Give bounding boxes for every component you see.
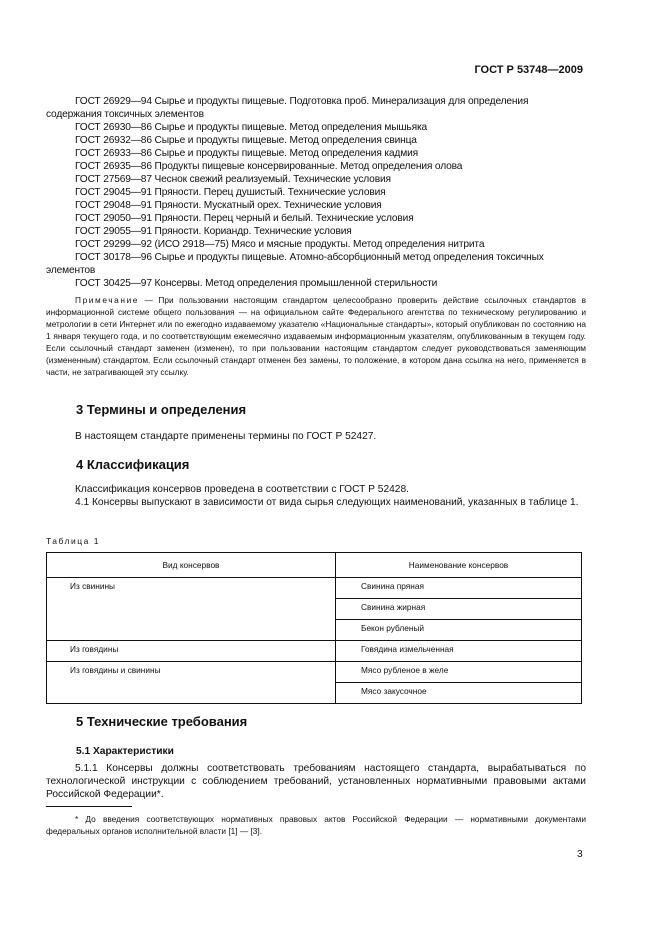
note-paragraph (46, 294, 586, 378)
reference-item: ГОСТ 29299—92 (ИСО 2918—75) Мясо и мясные продукты. Метод определения нитрита (75, 239, 485, 250)
canned-name-cell: Свинина жирная (336, 599, 582, 620)
canned-name-cell: Мясо закусочное (336, 683, 582, 704)
canned-name-cell: Мясо рубленое в желе (336, 662, 582, 683)
reference-item: ГОСТ 26935—86 Продукты пищевые консервированные. Метод определения олова (75, 161, 463, 172)
note-text: — При пользовании настоящим стандартом целесообразно проверить действие ссылочных стандартов в информационной системе общего пользования — на официальном сайте Федерального агентства по техническому регулированию и метрологии в сети Интернет или по ежегодно издаваемому указателю «Национальные стандарты», который опубликован по состоянию на 1 января текущего года, и по соответствующим ежемесячно издаваемым информационным указателям, опубликованным в текущем году. Если ссылочный стандарт заменен (изменен), то при пользовании настоящим стандартом следует руководствоваться заменяющим (измененным) стандартом. Если ссылочный стандарт отменен без замены, то положение, в котором дана ссылка на него, применяется в части, не затрагивающей эту ссылку. (46, 295, 586, 377)
reference-item: ГОСТ 29050—91 Пряности. Перец черный и белый. Технические условия (75, 213, 414, 224)
table-header-row (47, 553, 582, 578)
reference-item: ГОСТ 27569—87 Чеснок свежий реализуемый. Технические условия (75, 174, 391, 185)
reference-item: ГОСТ 30178—96 Сырье и продукты пищевые. Атомно-абсорбционный метод определения токсичных элементов (46, 252, 544, 276)
page-number: 3 (577, 849, 583, 860)
table-row (47, 662, 582, 683)
table-row (47, 641, 582, 662)
section-4-paragraph: Классификация консервов проведена в соответствии с ГОСТ Р 52428. (75, 484, 409, 495)
section-5-1-1-paragraph: 5.1.1 Консервы должны соответствовать требованиям настоящего стандарта, вырабатываться по технологической инструкции с соблюдением требований, установленных нормативными правовыми актами Российской Федерации*. (46, 763, 586, 800)
note-label: Примечание (75, 295, 140, 305)
reference-item: ГОСТ 26933—86 Сырье и продукты пищевые. Метод определения кадмия (75, 148, 418, 159)
footnote: * До введения соответствующих нормативных правовых актов Российской Федерации — нормативными документами федеральных органов исполнительной власти [1] — [3]. (46, 814, 586, 836)
table-header-cell: Наименование консервов (336, 553, 582, 578)
table-row (47, 578, 582, 599)
section-3-text: В настоящем стандарте применены термины по ГОСТ Р 52427. (75, 431, 377, 442)
canned-goods-table (46, 552, 582, 704)
section-5-heading: 5 Технические требования (76, 714, 248, 729)
table-caption: Таблица 1 (46, 536, 100, 546)
subsection-5-1-heading: 5.1 Характеристики (76, 746, 174, 757)
canned-type-cell: Из говядины и свинины (47, 662, 336, 704)
reference-item: ГОСТ 30425—97 Консервы. Метод определения промышленной стерильности (75, 278, 438, 289)
section-4-heading: 4 Классификация (76, 457, 190, 472)
reference-item: ГОСТ 29055—91 Пряности. Кориандр. Технические условия (75, 226, 352, 237)
document-code-header: ГОСТ Р 53748—2009 (474, 64, 583, 76)
section-3-heading: 3 Термины и определения (76, 402, 247, 417)
table-header-cell: Вид консервов (47, 553, 336, 578)
reference-item: ГОСТ 26930—86 Сырье и продукты пищевые. Метод определения мышьяка (75, 122, 427, 133)
references-list (46, 95, 586, 290)
canned-name-cell: Бекон рубленый (336, 620, 582, 641)
reference-item: ГОСТ 26929—94 Сырье и продукты пищевые. Подготовка проб. Минерализация для определения содержания токсичных элементов (46, 96, 529, 120)
section-4-1-paragraph: 4.1 Консервы выпускают в зависимости от вида сырья следующих наименований, указанных в таблице 1. (75, 497, 579, 508)
footnote-divider (46, 806, 132, 807)
canned-name-cell: Свинина пряная (336, 578, 582, 599)
reference-item: ГОСТ 26932—86 Сырье и продукты пищевые. Метод определения свинца (75, 135, 417, 146)
canned-type-cell: Из свинины (47, 578, 336, 641)
canned-type-cell: Из говядины (47, 641, 336, 662)
reference-item: ГОСТ 29045—91 Пряности. Перец душистый. Технические условия (75, 187, 386, 198)
reference-item: ГОСТ 29048—91 Пряности. Мускатный орех. Технические условия (75, 200, 382, 211)
canned-name-cell: Говядина измельченная (336, 641, 582, 662)
